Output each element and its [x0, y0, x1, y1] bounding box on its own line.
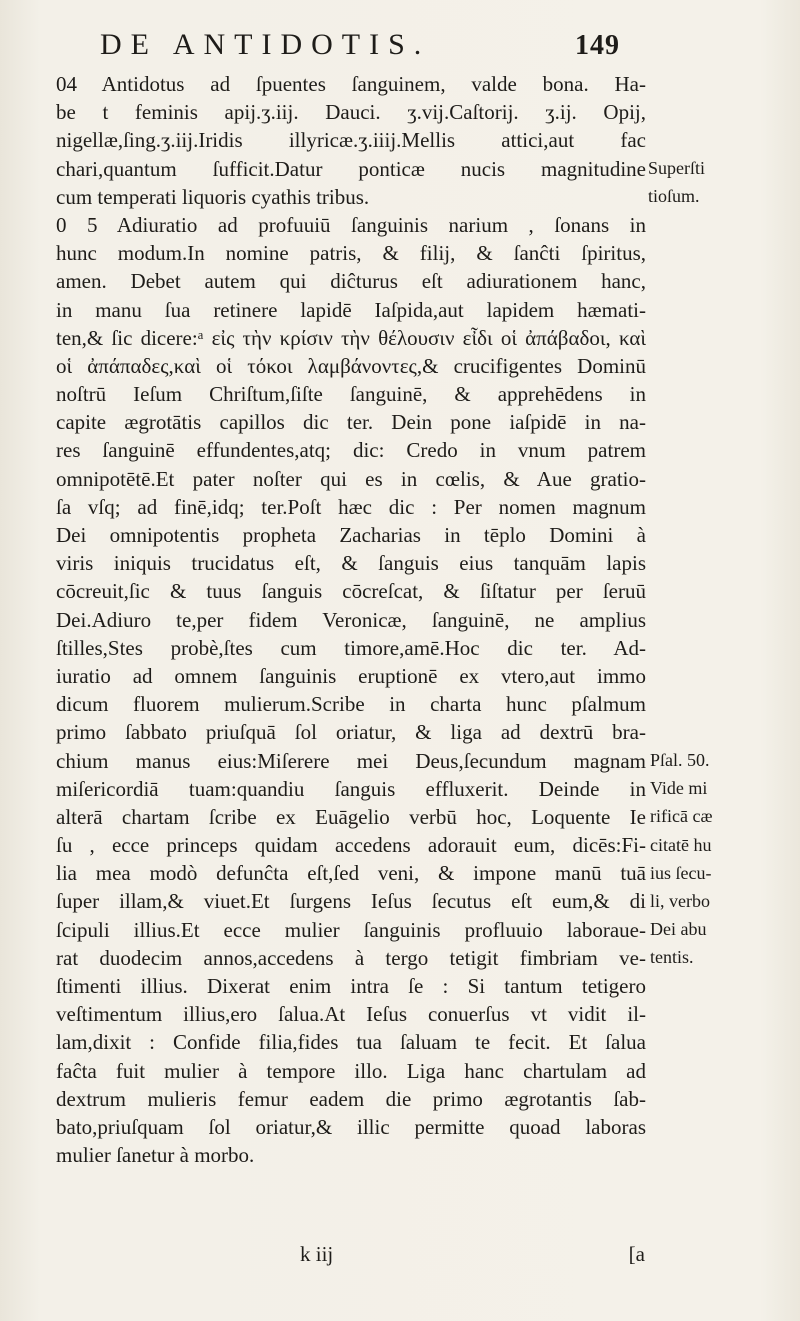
text-line: dextrum mulieris femur eadem die primo ægrotantis ſab- — [56, 1086, 646, 1111]
text-line: be t feminis apij.ʒ.iij. Dauci. ʒ.vij.Caſtorij. ʒ.ij. Opij, — [56, 100, 646, 125]
text-line: 04 Antidotus ad ſpuentes ſanguinem, valde bona. Ha- — [56, 72, 646, 96]
running-head: DE ANTIDOTIS. — [100, 28, 431, 61]
page-header — [100, 28, 620, 68]
margin-note-line: Superſti — [648, 158, 705, 178]
margin-note-line: Dei abu — [650, 919, 707, 940]
margin-note-line: tentis. — [650, 947, 694, 968]
text-line: capite ægrotātis capillos dic ter. Dein pone iaſpidē in na- — [56, 410, 646, 435]
main-text-block — [56, 70, 646, 1169]
catchword: [a — [628, 1242, 645, 1266]
text-line: res ſanguinē effundentes,atq; dic: Credo in vnum patrem — [56, 438, 646, 463]
text-line: οἱ ἀπάπαδες,καὶ οἱ τόκοι λαμβάνοντες,& crucifigentes Dominū — [56, 353, 646, 378]
margin-note-line: Vide mi — [650, 778, 708, 799]
text-line: cōcreuit,ſic & tuus ſanguis cōcreſcat, & ſiſtatur per ſeruū — [56, 579, 646, 604]
margin-note-line: Pſal. 50. — [650, 750, 710, 770]
margin-note-line: tioſum. — [648, 186, 700, 207]
text-line: in manu ſua retinere lapidē Iaſpida,aut lapidem hæmati- — [56, 297, 646, 322]
text-line: ſcipuli illius.Et ecce mulier ſanguinis profluuio laboraue- — [56, 917, 646, 942]
text-line: alterā chartam ſcribe ex Euāgelio verbū hoc, Loquente Ie — [56, 804, 646, 829]
text-line: miſericordiā tuam:quandiu ſanguis effluxerit. Deinde in — [56, 776, 646, 801]
text-line: viris iniquis trucidatus eſt, & ſanguis eius tanquām lapis — [56, 551, 646, 576]
text-line: faĉta fuit mulier à tempore illo. Liga hanc chartulam ad — [56, 1058, 646, 1083]
margin-note-line: rificā cæ — [650, 806, 713, 827]
page-footer — [300, 1242, 645, 1272]
signature-mark: k iij — [300, 1242, 334, 1266]
text-line: iuratio ad omnem ſanguinis eruptionē ex vtero,aut immo — [56, 663, 646, 688]
margin-note-line: li, verbo — [650, 891, 710, 912]
margin-note-line: ius ſecu- — [650, 862, 712, 883]
text-line: chium manus eius:Miſerere mei Deus,ſecundum magnam — [56, 748, 646, 773]
text-line: omnipotētē.Et pater noſter qui es in cœlis, & Aue gratio- — [56, 466, 646, 491]
text-line: nigellæ,ſing.ʒ.iij.Iridis illyricæ.ʒ.iiij.Mellis attici,aut fac — [56, 128, 646, 153]
text-line: bato,priuſquam ſol oriatur,& illic permitte quoad laboras — [56, 1114, 646, 1139]
text-line: chari,quantum ſufficit.Datur ponticæ nucis magnitudine — [56, 156, 646, 181]
page-number: 149 — [575, 30, 620, 61]
text-line: veſtimentum illius,ero ſalua.At Ieſus conuerſus vt vidit il- — [56, 1002, 646, 1027]
text-line: mulier ſanetur à morbo. — [56, 1143, 255, 1168]
text-line: ten,& ſic dicere:ᵃ εἰς τὴν κρίσιν τὴν θέλουσιν εἶδι οἱ ἀπάβαδοι, καὶ — [56, 325, 646, 350]
text-line: primo ſabbato priuſquā ſol oriatur, & liga ad dextrū bra- — [56, 720, 646, 745]
margin-note-superstitiosum — [648, 154, 705, 210]
text-line: cum temperati liquoris cyathis tribus. — [56, 184, 370, 209]
text-line: ſa vſq; ad finē,idq; ter.Poſt hæc dic : Per nomen magnum — [56, 494, 646, 519]
text-line: rat duodecim annos,accedens à tergo tetigit fimbriam ve- — [56, 945, 646, 970]
text-line: ſuper illam,& viuet.Et ſurgens Ieſus ſecutus eſt eum,& di — [56, 889, 646, 914]
margin-note-psalm — [650, 746, 712, 972]
text-line: ſtimenti illius. Dixerat enim intra ſe : Si tantum tetigero — [56, 974, 646, 998]
text-line: lia mea modò defunĉta eſt,ſed veni, & impone manū tuā — [56, 861, 646, 886]
text-line: ſtilles,Stes probè,ſtes cum timore,amē.Hoc dic ter. Ad- — [56, 635, 646, 660]
text-line: 0 5 Adiuratio ad profuuiū ſanguinis narium , ſonans in — [56, 212, 646, 237]
text-line: noſtrū Ieſum Chriſtum,ſiſte ſanguinē, & apprehēdens in — [56, 382, 646, 407]
text-line: Dei.Adiuro te,per fidem Veronicæ, ſanguinē, ne amplius — [56, 607, 646, 632]
text-line: hunc modum.In nomine patris, & filij, & ſanĉti ſpiritus, — [56, 241, 646, 266]
text-line: lam,dixit : Confide filia,fides tua ſaluam te fecit. Et ſalua — [56, 1030, 646, 1055]
text-line: ſu , ecce princeps quidam accedens adorauit eum, dicēs:Fi- — [56, 833, 646, 858]
text-line: amen. Debet autem qui diĉturus eſt adiurationem hanc, — [56, 269, 646, 294]
text-line: dicum fluorem mulierum.Scribe in charta hunc pſalmum — [56, 692, 646, 717]
text-line: Dei omnipotentis propheta Zacharias in tēplo Domini à — [56, 523, 646, 547]
margin-note-line: citatē hu — [650, 834, 712, 855]
